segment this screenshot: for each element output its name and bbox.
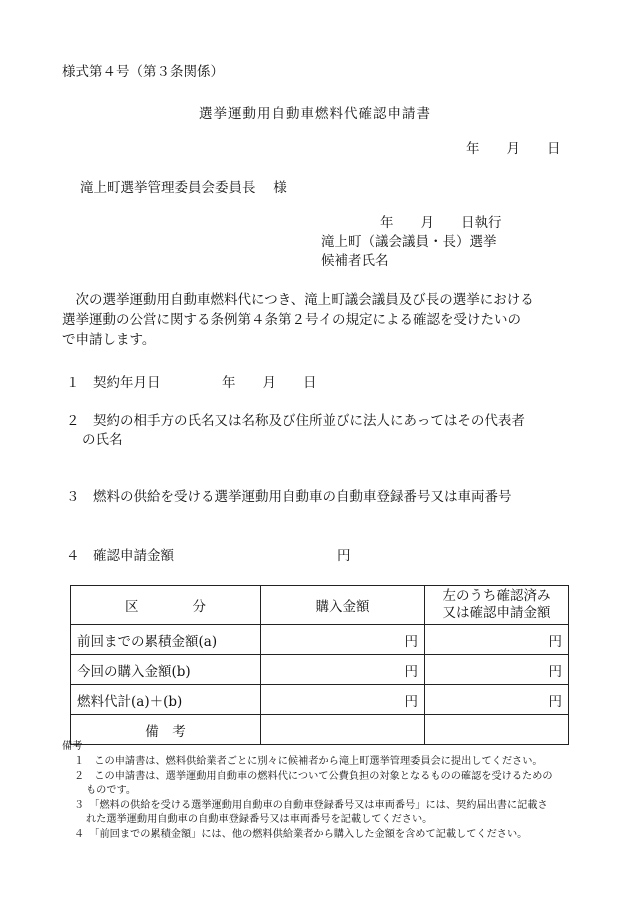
remarks-label: 備 考 <box>71 715 261 745</box>
form-number: 様式第４号（第３条関係） <box>62 64 224 80</box>
note-2-line-2: ものです。 <box>86 785 137 796</box>
note-2-line-1: ２ この申請書は、選挙運動用自動車の燃料代について公費負担の対象となるものの確認を受けるための <box>74 771 553 782</box>
row-label: 前回までの累積金額(a) <box>71 625 261 655</box>
table-row-remarks <box>71 715 569 745</box>
confirmed-amount-cell[interactable]: 円 <box>425 655 569 685</box>
remarks-cell[interactable] <box>425 715 569 745</box>
header-confirmed-line-1: 左のうち確認済み <box>442 588 551 604</box>
header-category: 区 分 <box>71 586 261 625</box>
row-label: 燃料代計(a)＋(b) <box>71 685 261 715</box>
table-row <box>71 685 569 715</box>
note-1: １ この申請書は、燃料供給業者ごとに別々に候補者から滝上町選挙管理委員会に提出してください。 <box>74 756 543 767</box>
election-name: 滝上町（議会議員・長）選挙 <box>321 234 497 250</box>
purchase-amount-cell[interactable]: 円 <box>261 685 425 715</box>
document-title: 選挙運動用自動車燃料代確認申請書 <box>199 106 431 122</box>
note-4: ４ 「前回までの累積金額」には、他の燃料供給業者から購入した金額を含めて記載してください。 <box>74 829 528 840</box>
table-row <box>71 655 569 685</box>
confirmed-amount-cell[interactable]: 円 <box>425 625 569 655</box>
amount-table <box>70 585 569 745</box>
body-text-line-2: 選挙運動の公営に関する条例第４条第２号イの規定による確認を受けたいの <box>62 312 521 328</box>
item-1-contract-date-value: 年 月 日 <box>222 375 317 391</box>
confirmed-amount-cell[interactable]: 円 <box>425 685 569 715</box>
remarks-cell[interactable] <box>261 715 425 745</box>
item-4-label: ４ 確認申請金額 <box>66 548 174 564</box>
item-3: ３ 燃料の供給を受ける選挙運動用自動車の自動車登録番号又は車両番号 <box>66 489 512 505</box>
election-execution-date: 年 月 日執行 <box>380 215 502 231</box>
header-confirmed-line-2: 又は確認申請金額 <box>442 605 551 621</box>
table-row <box>71 625 569 655</box>
notes-heading: 備考 <box>62 741 83 752</box>
row-label: 今回の購入金額(b) <box>71 655 261 685</box>
header-purchase-amount: 購入金額 <box>261 586 425 625</box>
item-4-unit: 円 <box>337 548 351 564</box>
candidate-name-label: 候補者氏名 <box>321 253 389 269</box>
addressee: 滝上町選挙管理委員会委員長 様 <box>80 180 287 196</box>
purchase-amount-cell[interactable]: 円 <box>261 625 425 655</box>
body-text-line-3: で申請します。 <box>62 332 156 348</box>
item-1-contract-date-label: １ 契約年月日 <box>66 375 161 391</box>
note-3-line-2: れた選挙運動用自動車の自動車登録番号又は車両番号を記載してください。 <box>86 814 433 825</box>
body-text-line-1: 次の選挙運動用自動車燃料代につき、滝上町議会議員及び長の選挙における <box>62 292 534 308</box>
note-3-line-1: ３ 「燃料の供給を受ける選挙運動用自動車の自動車登録番号又は車両番号」には、契約届出書に記載さ <box>74 800 548 811</box>
purchase-amount-cell[interactable]: 円 <box>261 655 425 685</box>
application-date: 年 月 日 <box>466 141 561 157</box>
item-2-line-2: の氏名 <box>82 432 123 448</box>
table-header-row <box>71 586 569 625</box>
header-confirmed-amount <box>425 586 569 625</box>
item-2-line-1: ２ 契約の相手方の氏名又は名称及び住所並びに法人にあってはその代表者 <box>66 413 525 429</box>
